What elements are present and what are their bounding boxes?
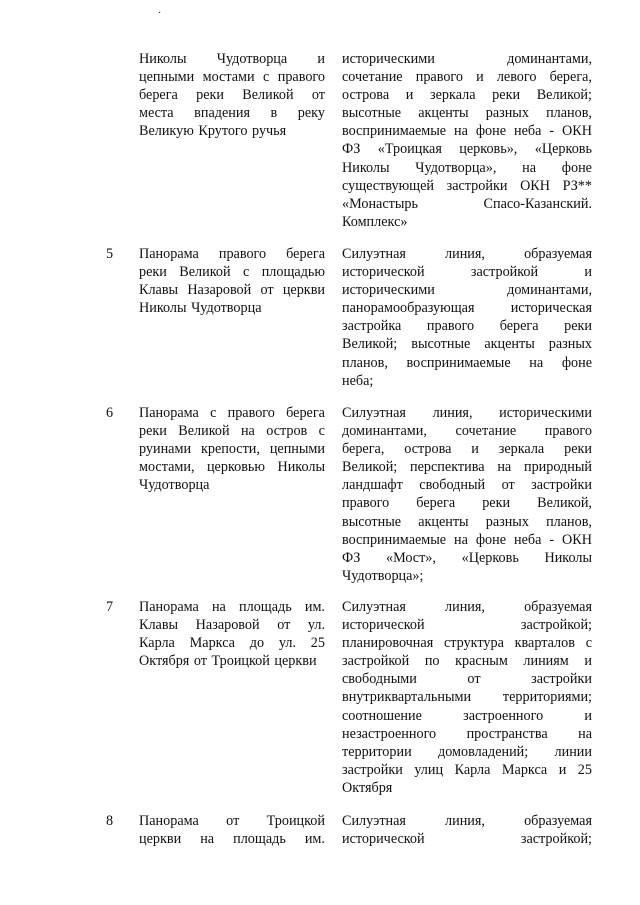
text-line: Клавы Назаровой от ул.: [139, 617, 325, 634]
text-line: Николы Чудотворца», на фоне: [342, 159, 592, 176]
text-line: Комплекс»: [342, 213, 408, 230]
text-line: Октября от Троицкой церкви: [139, 653, 317, 670]
text-line: историческими доминантами,: [342, 282, 592, 299]
panorama-description-cell: [342, 404, 592, 585]
panorama-name-cell: [139, 50, 325, 140]
text-line: высотные акценты разных планов,: [342, 105, 592, 122]
text-line: реки Великой с площадью: [139, 264, 325, 281]
text-line: берега реки Великой от: [139, 87, 325, 104]
text-line: места впадения в реку: [139, 105, 325, 122]
row-number: 6: [106, 405, 114, 421]
text-line: исторической застройкой;: [342, 831, 592, 848]
text-line: панорамообразующая историческая: [342, 300, 592, 317]
text-line: Панорама от Троицкой: [139, 813, 325, 829]
text-line: исторической застройкой и: [342, 264, 592, 281]
text-line: застройки улиц Карла Маркса и 25: [342, 761, 592, 778]
panorama-description-cell: [342, 598, 592, 797]
text-line: Силуэтная линия, образуемая: [342, 599, 592, 615]
row-number: 8: [106, 813, 114, 829]
text-line: Силуэтная линия, историческими: [342, 405, 592, 421]
text-line: ФЗ «Троицкая церковь», «Церковь: [342, 141, 592, 158]
text-line: застройкой по красным линиям и: [342, 653, 592, 670]
text-line: церкви на площадь им.: [139, 831, 325, 848]
text-line: внутриквартальными территориями;: [342, 689, 592, 706]
page-mark: ·: [158, 8, 162, 19]
row-number: 7: [106, 599, 114, 615]
text-line: воспринимаемые на фоне неба - ОКН: [342, 123, 592, 140]
text-line: Николы Чудотворца и: [139, 51, 325, 67]
text-line: соотношение застроенного и: [342, 707, 592, 724]
text-line: острова и зеркала реки Великой;: [342, 87, 592, 104]
panorama-name-cell: [139, 404, 325, 494]
text-line: Великой; высотные акценты разных: [342, 336, 592, 353]
text-line: незастроенного пространства на: [342, 725, 592, 742]
text-line: Клавы Назаровой от церкви: [139, 282, 325, 299]
text-line: свободными от застройки: [342, 671, 592, 688]
text-line: Чудотворца: [139, 477, 210, 494]
text-line: берега, острова и зеркала реки: [342, 441, 592, 458]
panorama-description-cell: [342, 812, 592, 848]
text-line: доминантами, сочетание правого: [342, 423, 592, 440]
text-line: Великой; перспектива на природный: [342, 459, 592, 476]
text-line: планировочная структура кварталов с: [342, 635, 592, 652]
panorama-name-cell: [139, 245, 325, 317]
text-line: Силуэтная линия, образуемая: [342, 246, 592, 262]
text-line: реки Великой на остров с: [139, 423, 325, 440]
text-line: Панорама правого берега: [139, 246, 325, 262]
text-line: высотные акценты разных планов,: [342, 513, 592, 530]
panorama-name-cell: [139, 598, 325, 670]
text-line: Великую Крутого ручья: [139, 123, 287, 140]
panorama-description-cell: [342, 50, 592, 231]
text-line: застройка правого берега реки: [342, 318, 592, 335]
panorama-name-cell: [139, 812, 325, 848]
text-line: правого берега реки Великой,: [342, 495, 592, 512]
text-line: сочетание правого и левого берега,: [342, 69, 592, 86]
text-line: Чудотворца»;: [342, 567, 424, 584]
text-line: цепными мостами с правого: [139, 69, 325, 86]
text-line: исторической застройкой;: [342, 617, 592, 634]
text-line: «Монастырь Спасо-Казанский.: [342, 195, 592, 212]
text-line: Панорама с правого берега: [139, 405, 325, 421]
text-line: ландшафт свободный от застройки: [342, 477, 592, 494]
text-line: ФЗ «Мост», «Церковь Николы: [342, 549, 592, 566]
text-line: Карла Маркса до ул. 25: [139, 635, 325, 652]
text-line: мостами, церковью Николы: [139, 459, 325, 476]
text-line: Панорама на площадь им.: [139, 599, 325, 615]
text-line: руинами крепости, цепными: [139, 441, 325, 458]
text-line: планов, воспринимаемые на фоне: [342, 354, 592, 371]
text-line: Николы Чудотворца: [139, 300, 262, 317]
row-number: 5: [106, 246, 114, 262]
text-line: существующей застройки ОКН РЗ**: [342, 177, 592, 194]
text-line: Силуэтная линия, образуемая: [342, 813, 592, 829]
text-line: воспринимаемые на фоне неба - ОКН: [342, 531, 592, 548]
text-line: неба;: [342, 372, 374, 389]
text-line: территории домовладений; линии: [342, 743, 592, 760]
text-line: историческими доминантами,: [342, 51, 592, 67]
text-line: Октября: [342, 779, 393, 796]
panorama-description-cell: [342, 245, 592, 390]
